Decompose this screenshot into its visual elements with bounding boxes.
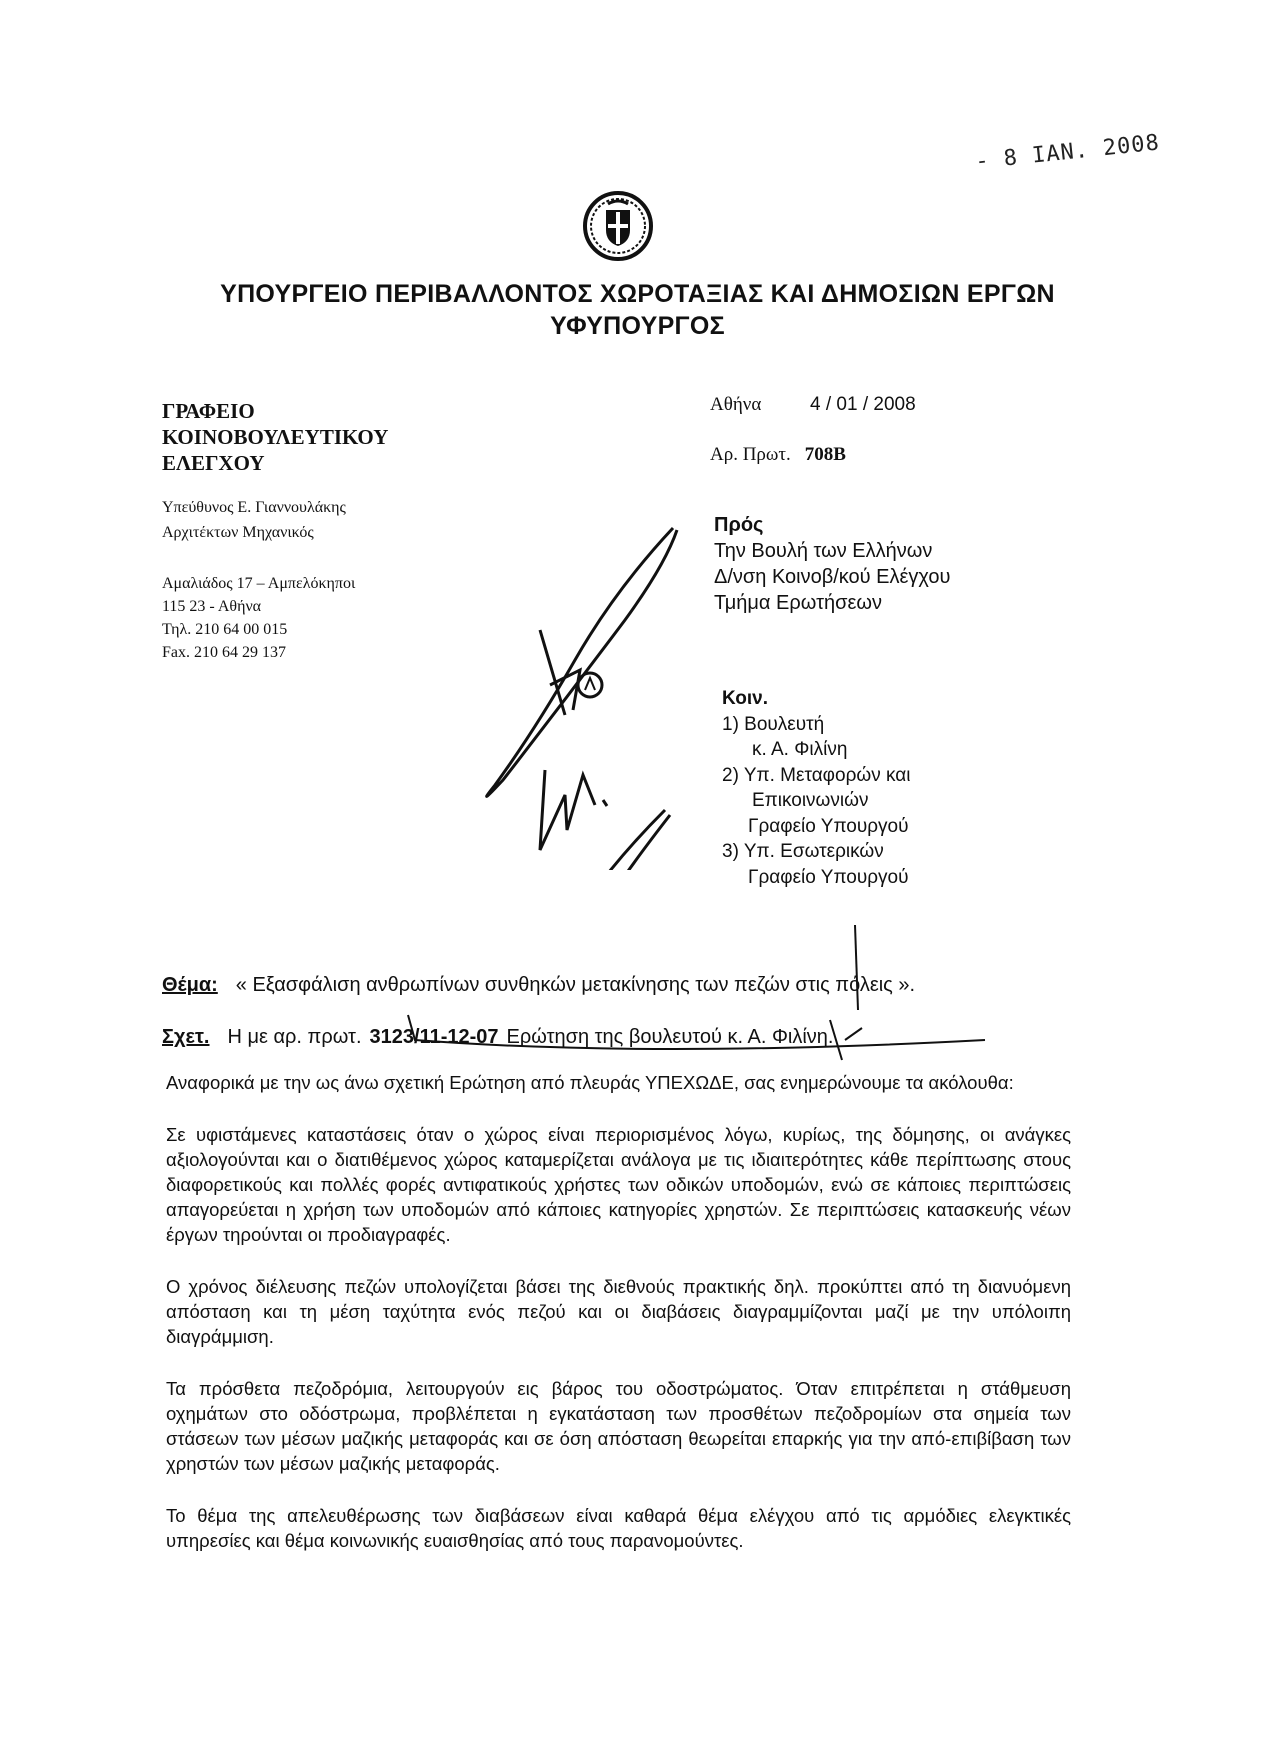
body-paragraph-5: Το θέμα της απελευθέρωσης των διαβάσεων είναι καθαρά θέμα ελέγχου από τις αρμόδιες ελεγκτικές υπηρεσίες και θέμα κοινωνικής ευαισθησίας από τους παρανομούντες.: [166, 1505, 1071, 1551]
cc-item-1: 1) Βουλευτή: [722, 713, 825, 735]
protocol-label: Αρ. Πρωτ.: [710, 444, 791, 465]
reference-line: [162, 1026, 833, 1049]
deputy-minister-title: ΥΦΥΠΟΥΡΓΟΣ: [550, 312, 725, 340]
office-line-3: ΕΛΕΓΧΟΥ: [162, 451, 265, 475]
cc-item-1-detail: κ. Α. Φιλίνη: [752, 739, 848, 760]
street-address: Αμαλιάδος 17 – Αμπελόκηποι: [162, 575, 356, 592]
body-paragraph-2: Σε υφιστάμενες καταστάσεις όταν ο χώρος είναι περιορισμένος λόγω, κυρίως, της δόμησης, οι ανάγκες αξιολογούνται και ο διατιθέμενος χώρος καταμερίζεται ανάλογα με τις ιδιαιτερότητες κάθε περίπτωσης στους διαφορετικούς και πολλές φορές αντιφατικούς χρήστες των οδικών υποδομών, ενώ σε κάποιες περιπτώσεις απαγορεύεται η χρήση των υποδομών από κάποιες κατηγορίες χρηστών. Σε περιπτώσεις κατασκευής νέων έργων τηρούνται οι προδιαγραφές.: [166, 1124, 1071, 1245]
recipient-line-3: Τμήμα Ερωτήσεων: [714, 592, 882, 614]
ministry-name: ΥΠΟΥΡΓΕΙΟ ΠΕΡΙΒΑΛΛΟΝΤΟΣ ΧΩΡΟΤΑΞΙΑΣ ΚΑΙ ΔΗΜΟΣΙΩΝ ΕΡΓΩΝ: [220, 280, 1055, 308]
cc-item-3: 3) Υπ. Εσωτερικών: [722, 841, 884, 862]
body-paragraph-1: Αναφορικά με την ως άνω σχετική Ερώτηση από πλευράς ΥΠΕΧΩΔΕ, σας ενημερώνουμε τα ακόλουθα:: [166, 1072, 1014, 1093]
subject-label: Θέμα:: [162, 974, 218, 996]
cc-item-3-office: Γραφείο Υπουργού: [748, 866, 909, 888]
ministry-header: [0, 278, 1275, 342]
reference-suffix: Ερώτηση της βουλευτού κ. Α. Φιλίνη.: [506, 1026, 834, 1048]
office-line-1: ΓΡΑΦΕΙΟ: [162, 399, 255, 423]
place-label: Αθήνα: [710, 394, 762, 415]
cc-item-2-detail: Επικοινωνιών: [752, 790, 869, 811]
fax-number: Fax. 210 64 29 137: [162, 644, 286, 661]
subject-text: « Εξασφάλιση ανθρωπίνων συνθηκών μετακίνησης των πεζών στις πόλεις ».: [235, 974, 916, 996]
letter-date: 4 / 01 / 2008: [810, 394, 916, 415]
phone-number: Τηλ. 210 64 00 015: [162, 621, 288, 638]
address-block: [162, 572, 355, 664]
date-received-stamp: - 8 IAN. 2008: [974, 130, 1161, 175]
date-line: [710, 392, 916, 418]
reference-label: Σχετ.: [162, 1026, 210, 1048]
postcode-city: 115 23 - Αθήνα: [162, 598, 262, 615]
greek-coat-of-arms-icon: [582, 190, 654, 262]
office-line-2: ΚΟΙΝΟΒΟΥΛΕΥΤΙΚΟΥ: [162, 425, 389, 449]
responsible-block: [162, 495, 346, 545]
cc-item-2-office: Γραφείο Υπουργού: [748, 815, 909, 837]
office-name-block: [162, 398, 388, 476]
reference-number: 3123/11-12-07: [369, 1026, 499, 1048]
body-paragraph-4: Τα πρόσθετα πεζοδρόμια, λειτουργούν εις βάρος του οδοστρώματος. Όταν επιτρέπεται η στάθμευση οχημάτων στο οδόστρωμα, προβλέπεται η εγκατάσταση των προσθέτων πεζοδρομίων στα σημεία των στάσεων των μέσων μαζικής μεταφοράς και σε όση απόσταση θεωρείται επαρκής για την από-επιβίβαση των χρηστών των μέσων μαζικής μεταφοράς.: [166, 1378, 1071, 1474]
responsible-person: Υπεύθυνος Ε. Γιαννουλάκης: [162, 499, 346, 516]
subject-line: [162, 974, 915, 997]
reference-prefix: Η με αρ. πρωτ.: [227, 1026, 362, 1048]
protocol-line: [710, 444, 846, 466]
responsible-title: Αρχιτέκτων Μηχανικός: [162, 524, 314, 541]
recipient-line-1: Την Βουλή των Ελλήνων: [714, 540, 933, 562]
recipient-heading: Πρός: [714, 514, 764, 536]
cc-heading: Κοιν.: [722, 688, 769, 709]
protocol-number: 708Β: [804, 444, 846, 465]
body-paragraph-3: Ο χρόνος διέλευσης πεζών υπολογίζεται βάσει της διεθνούς πρακτικής δηλ. προκύπτει από τη διανυόμενη απόσταση και τη μέση ταχύτητα ενός πεζού και οι διαβάσεις διαγραμμίζονται μαζί με την υπόλοιπη διαγράμμιση.: [166, 1276, 1071, 1347]
cc-item-2: 2) Υπ. Μεταφορών και: [722, 764, 911, 786]
handwritten-signature: [455, 510, 775, 870]
recipient-line-2: Δ/νση Κοινοβ/κού Ελέγχου: [714, 566, 951, 588]
letter-body: [166, 1070, 1071, 1580]
